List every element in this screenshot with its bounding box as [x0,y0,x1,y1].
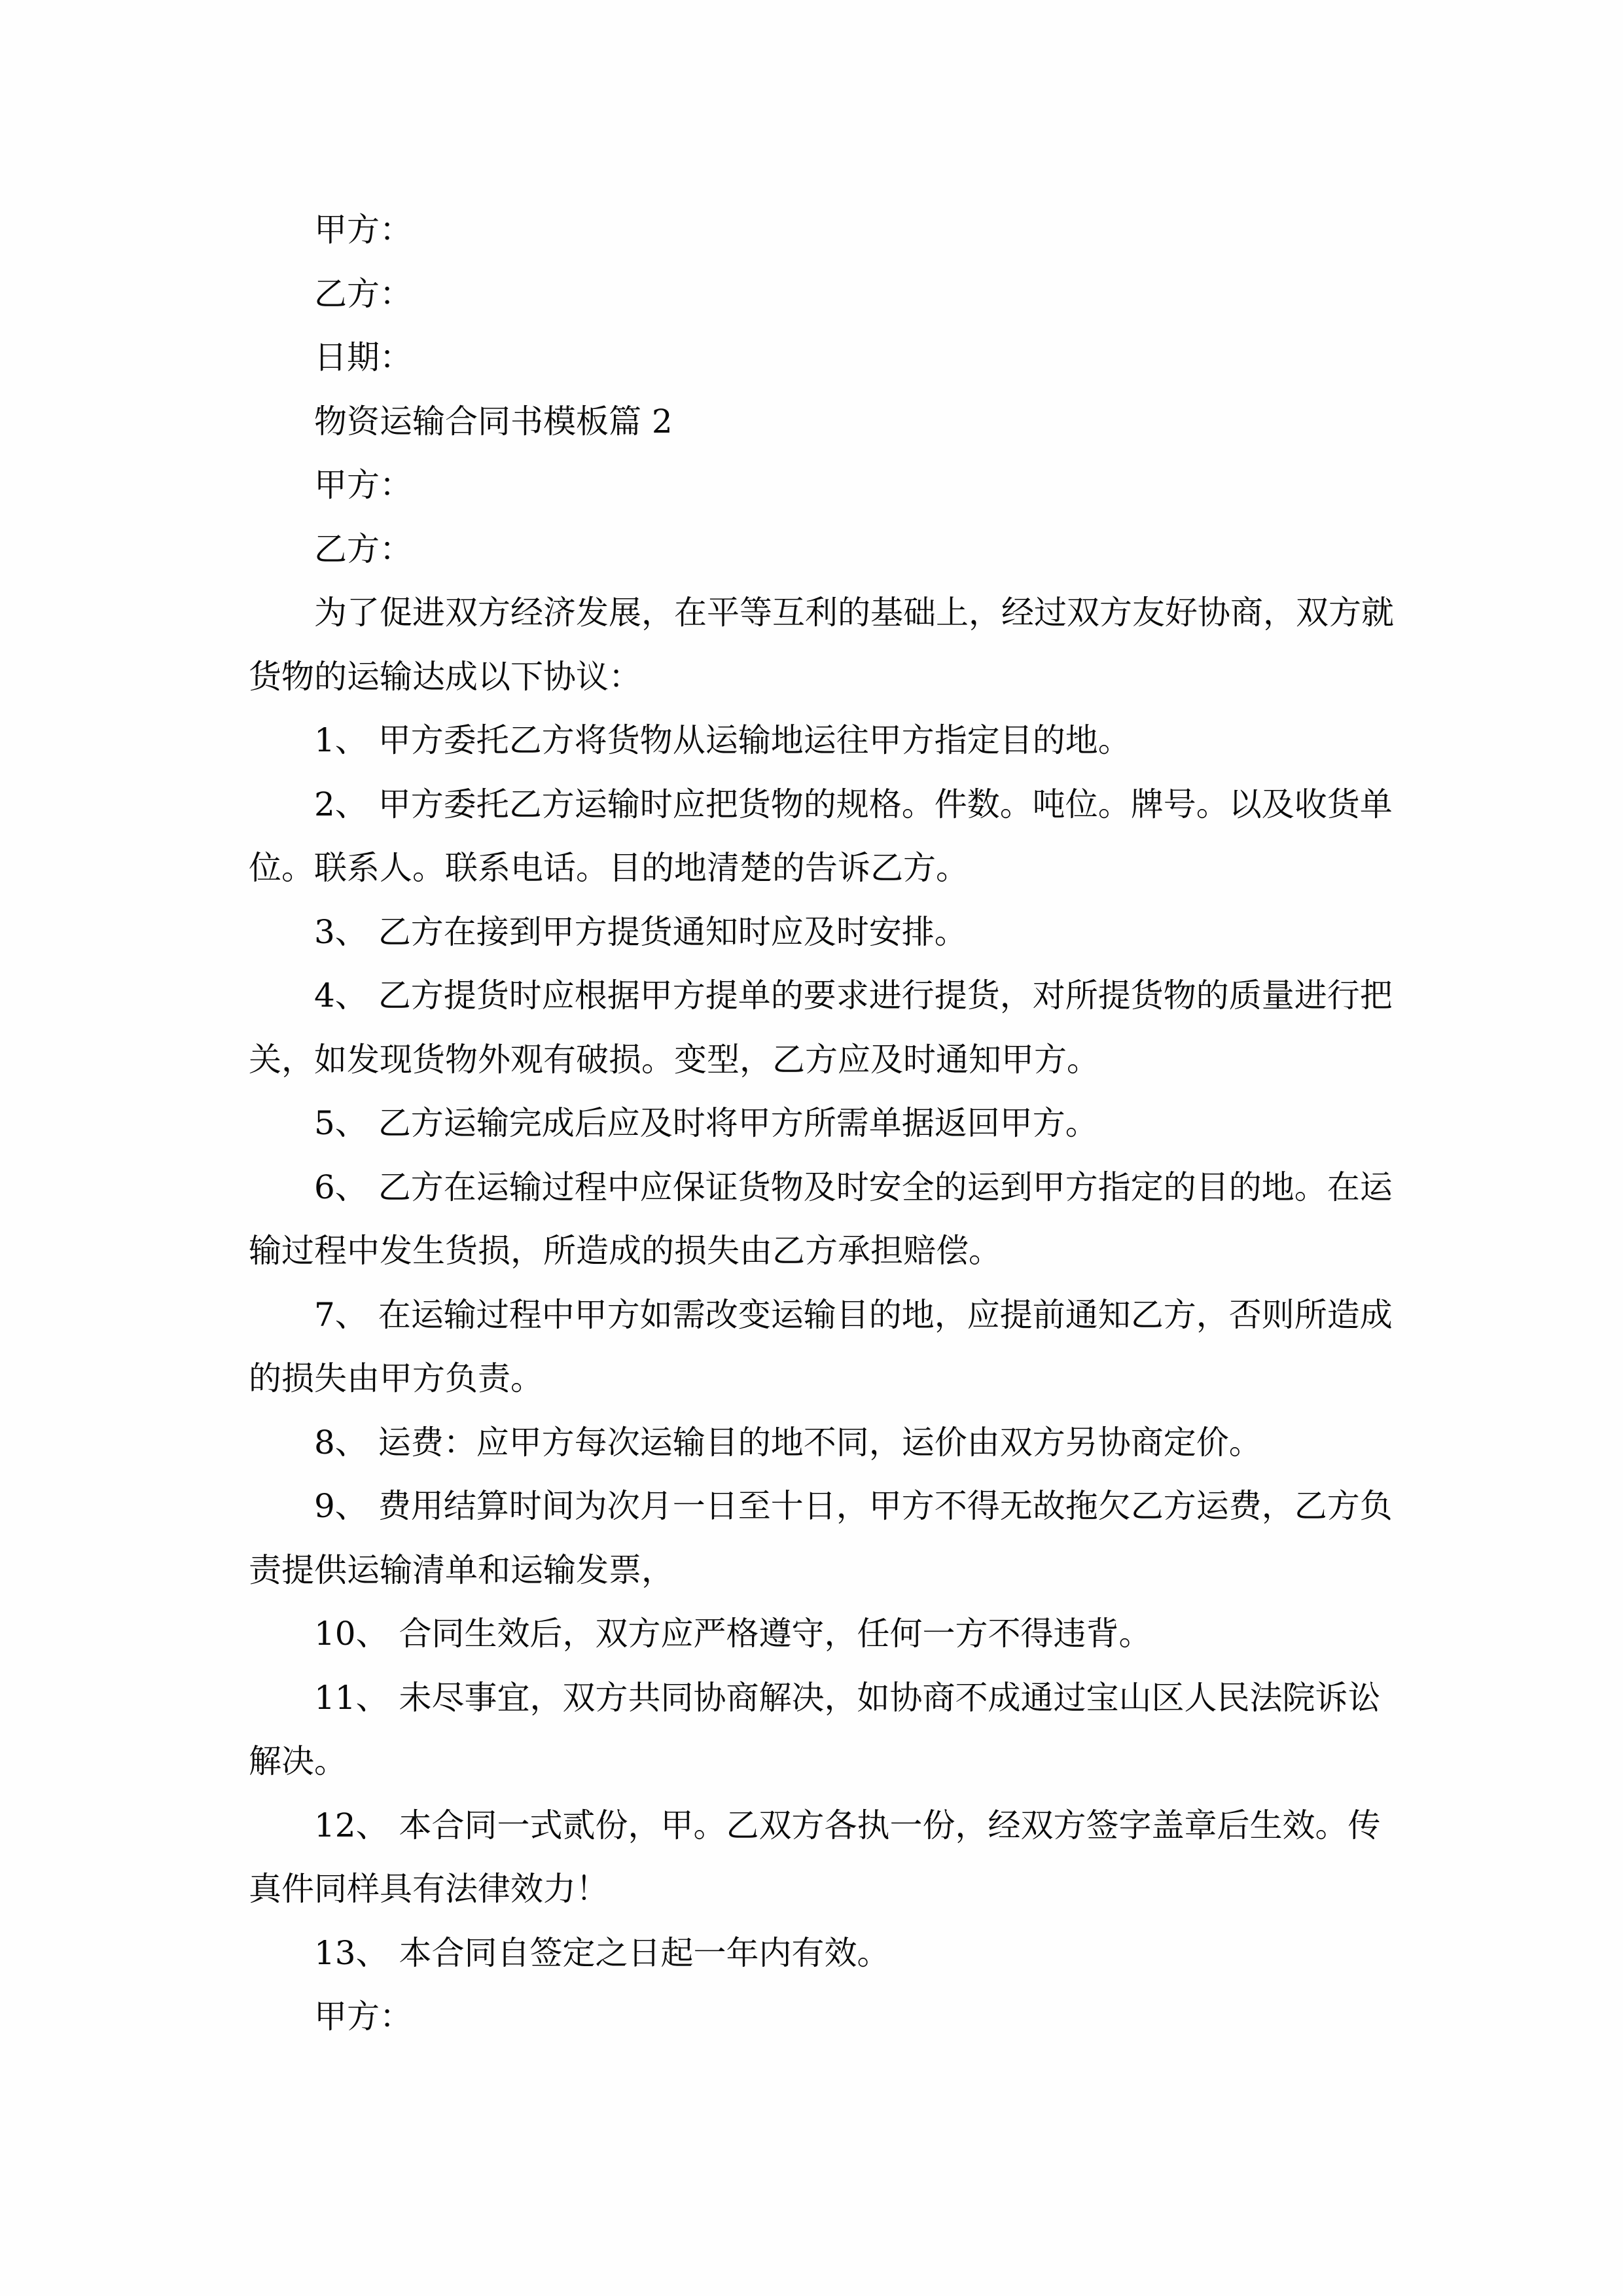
clause-paragraph-8: 8、 运费：应甲方每次运输目的地不同，运价由双方另协商定价。 [314,1423,1262,1462]
closing-line-1: 甲方： [314,1998,412,2036]
clause-paragraph-1: 1、 甲方委托乙方将货物从运输地运往甲方指定目的地。 [314,721,1131,759]
clause-paragraph-5: 5、 乙方运输完成后应及时将甲方所需单据返回甲方。 [314,1104,1098,1142]
clause-paragraph-6: 6、 乙方在运输过程中应保证货物及时安全的运到甲方指定的目的地。在运输过程中发生货损，所造成的损失由乙方承担赔偿。 [249,1168,1393,1270]
party-line-2: 乙方： [314,529,412,568]
section-heading: 物资运输合同书模板篇 2 [314,402,673,440]
opening-line-1: 甲方： [314,211,412,249]
clause-paragraph-10: 10、 合同生效后，双方应严格遵守，任何一方不得违背。 [314,1615,1152,1653]
clause-paragraph-13: 13、 本合同自签定之日起一年内有效。 [314,1933,890,1972]
clause-paragraph-12: 12、 本合同一式贰份，甲。乙双方各执一份，经双方签字盖章后生效。传真件同样具有法律效力！ [249,1806,1381,1908]
party-line-1: 甲方： [314,466,412,504]
opening-line-2: 乙方： [314,274,412,313]
document-body [249,198,1394,2049]
clause-paragraph-3: 3、 乙方在接到甲方提货通知时应及时安排。 [314,912,967,951]
clause-paragraph-11: 11、 未尽事宜，双方共同协商解决，如协商不成通过宝山区人民法院诉讼解决。 [249,1678,1381,1780]
clause-paragraph-7: 7、 在运输过程中甲方如需改变运输目的地，应提前通知乙方，否则所造成的损失由甲方负责。 [249,1295,1393,1397]
clause-paragraph-9: 9、 费用结算时间为次月一日至十日，甲方不得无故拖欠乙方运费，乙方负责提供运输清单和运输发票， [249,1487,1393,1589]
clause-paragraph-4: 4、 乙方提货时应根据甲方提单的要求进行提货，对所提货物的质量进行把关，如发现货物外观有破损。变型，乙方应及时通知甲方。 [249,977,1393,1079]
opening-line-3: 日期： [314,338,412,376]
intro-paragraph: 为了促进双方经济发展，在平等互利的基础上，经过双方友好协商，双方就货物的运输达成以下协议： [249,594,1394,696]
clause-paragraph-2: 2、 甲方委托乙方运输时应把货物的规格。件数。吨位。牌号。以及收货单位。联系人。联系电话。目的地清楚的告诉乙方。 [249,785,1393,887]
